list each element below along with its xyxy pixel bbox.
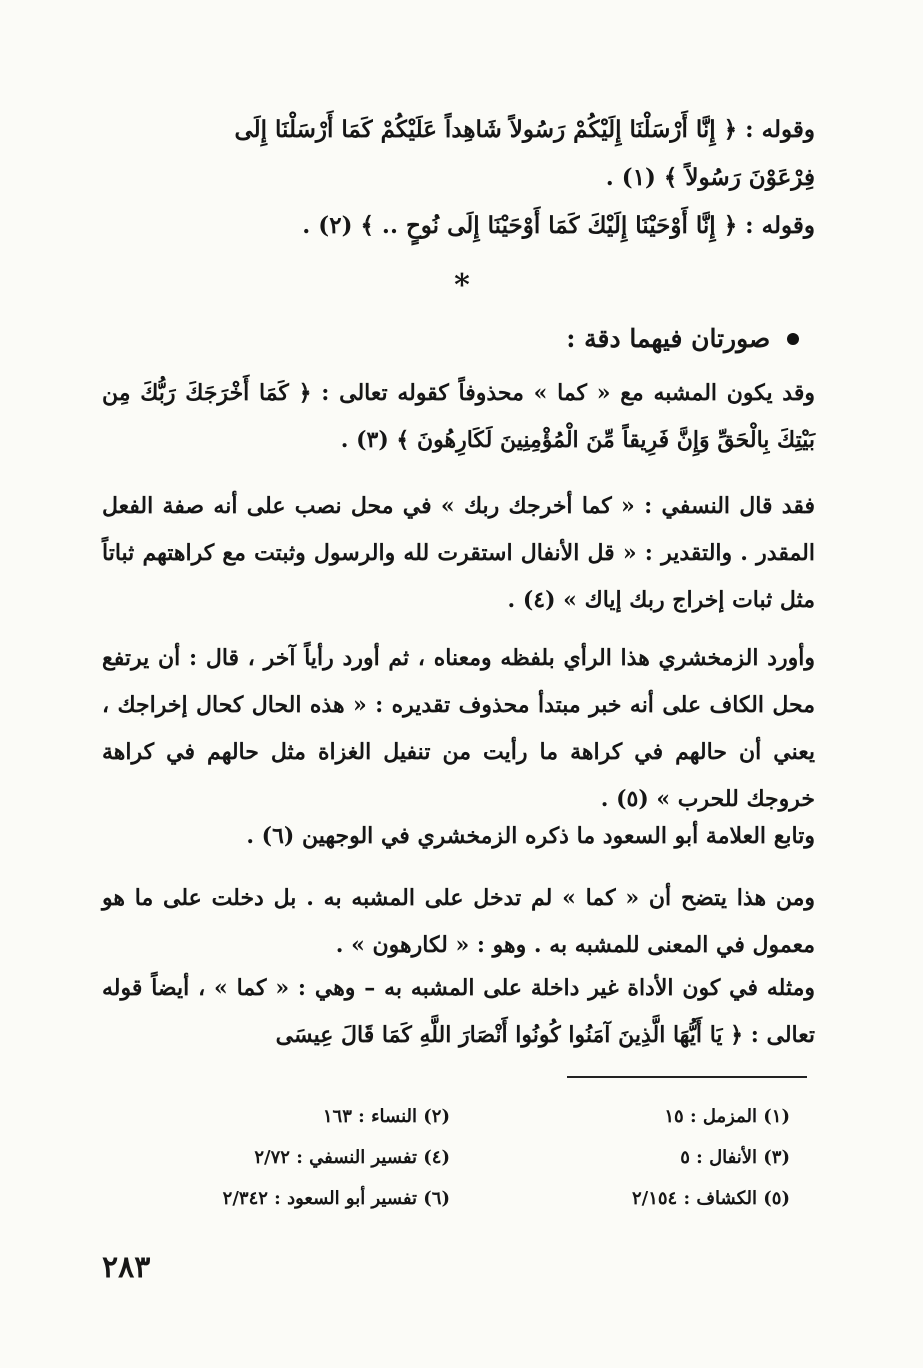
footnote-5: (٥) الكشاف : ٢/١٥٤	[631, 1188, 790, 1209]
paragraph-6: ومثله في كون الأداة غير داخلة على المشبه به – وهي : « كما » ، أيضاً قوله تعالى : ﴿ يَا أَيُّهَا الَّذِينَ آمَنُوا كُونُوا أَنْصَارَ اللَّهِ كَمَا قَالَ عِيسَى	[102, 975, 815, 1048]
footnotes	[200, 1096, 790, 1219]
opening-line-1: وقوله : ﴿ إِنَّا أَرْسَلْنَا إِلَيْكُمْ رَسُولاً شَاهِداً عَلَيْكُمْ كَمَا أَرْسَلْنَا إِلَى	[234, 116, 815, 143]
footnote-4: (٤) تفسير النسفي : ٢/٧٢	[254, 1147, 450, 1168]
section-heading	[566, 324, 799, 353]
paragraph-4: وتابع العلامة أبو السعود ما ذكره الزمخشري في الوجهين (٦) .	[246, 823, 815, 849]
opening-line-2: فِرْعَوْنَ رَسُولاً ﴾ (١) .	[605, 164, 815, 191]
footnote-2: (٢) النساء : ١٦٣	[322, 1106, 450, 1127]
paragraph-5: ومن هذا يتضح أن « كما » لم تدخل على المشبه به . بل دخلت على ما هو معمول في المعنى للمشبه به . وهو : « لكارهون » .	[102, 885, 815, 958]
paragraph-1: وقد يكون المشبه مع « كما » محذوفاً كقوله تعالى : ﴿ كَمَا أَخْرَجَكَ رَبُّكَ مِن بَيْتِكَ بِالْحَقِّ وَإِنَّ فَرِيقاً مِّنَ الْمُؤْمِنِينَ لَكَارِهُونَ ﴾ (٣) .	[102, 380, 815, 453]
bullet-icon	[787, 333, 799, 345]
opening-quotes	[102, 106, 815, 250]
footnote-row	[200, 1137, 790, 1178]
paragraph-3: وأورد الزمخشري هذا الرأي بلفظه ومعناه ، ثم أورد رأياً آخر ، قال : أن يرتفع محل الكاف على أنه خبر مبتدأ محذوف تقديره : « هذه الحال كحال إخراجك ، يعني أن حالهم في كراهة ما رأيت من تنفيل الغزاة مثل حالهم في كراهة خروجك للحرب » (٥) .	[102, 645, 815, 812]
footnote-divider	[567, 1076, 807, 1078]
opening-line-3: وقوله : ﴿ إِنَّا أَوْحَيْنَا إِلَيْكَ كَمَا أَوْحَيْنَا إِلَى نُوحٍ .. ﴾ (٢) .	[302, 212, 815, 239]
section-separator: *	[454, 268, 470, 303]
paragraph-2: فقد قال النسفي : « كما أخرجك ربك » في محل نصب على أنه صفة الفعل المقدر . والتقدير : « قل الأنفال استقرت لله والرسول وثبتت مع كراهتهم ثباتاً مثل ثبات إخراج ربك إياك » (٤) .	[102, 493, 815, 613]
footnote-row	[200, 1178, 790, 1219]
footnote-6: (٦) تفسير أبو السعود : ٢/٣٤٢	[222, 1188, 450, 1209]
page-number: ٢٨٣	[102, 1250, 151, 1285]
section-heading-text: صورتان فيهما دقة :	[566, 324, 771, 353]
footnote-1: (١) المزمل : ١٥	[664, 1106, 790, 1127]
footnote-3: (٣) الأنفال : ٥	[680, 1147, 790, 1168]
footnote-row	[200, 1096, 790, 1137]
